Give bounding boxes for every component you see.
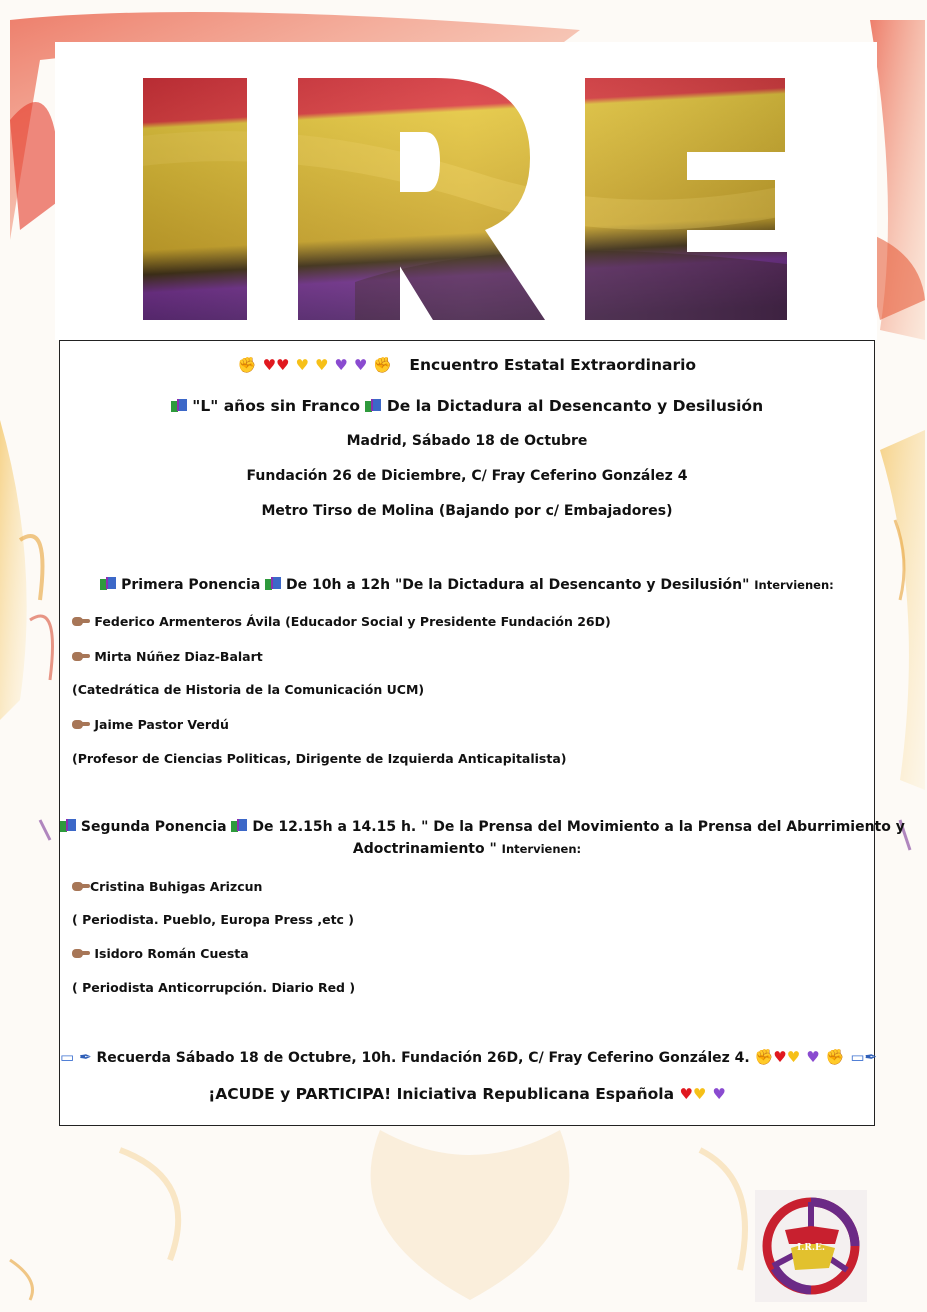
panel1-label: Primera Ponencia: [121, 577, 261, 593]
raised-fist-icon: ✊: [237, 356, 257, 374]
ire-logo: [55, 42, 877, 340]
panel1-speaker2: Mirta Núñez Diaz-Balart: [94, 649, 263, 664]
purple-heart-icon: ♥: [712, 1085, 726, 1103]
red-heart-icon: ♥: [679, 1085, 693, 1103]
panel2-speaker1-role: ( Periodista. Pueblo, Europa Press ,etc ): [72, 912, 355, 927]
panel1-header: [60, 577, 874, 593]
purple-heart-icon: ♥: [353, 356, 368, 374]
panel2-schedule-line1: De 12.15h a 14.15 h. " De la Prensa del Movimiento a la Prensa del Aburrimiento y: [252, 819, 905, 835]
panel2-speakers-label: Intervienen:: [501, 842, 582, 856]
panel2-schedule-line2: Adoctrinamiento ": [352, 841, 497, 857]
yellow-heart-icon: ♥: [692, 1085, 707, 1103]
pen-icon: ✒: [864, 1048, 878, 1066]
panel2-label: Segunda Ponencia: [80, 819, 227, 835]
open-book-icon: ▭: [850, 1048, 865, 1066]
books-icon: [231, 819, 247, 833]
panel1-speaker3: Jaime Pastor Verdú: [94, 717, 229, 732]
event-date: Madrid, Sábado 18 de Octubre: [346, 433, 588, 449]
closing-line: [60, 1085, 874, 1103]
event-title: Encuentro Estatal Extraordinario: [409, 356, 697, 374]
purple-heart-icon: ♥: [334, 356, 348, 374]
panel1-schedule: De 10h a 12h "De la Dictadura al Desencanto y Desilusión": [286, 577, 750, 593]
books-icon: [60, 819, 76, 833]
raised-fist-icon: ✊: [754, 1048, 774, 1066]
event-poster: [59, 340, 905, 1126]
logo-banner: [55, 42, 877, 340]
yellow-heart-icon: ♥: [295, 356, 309, 374]
pointing-hand-icon: [72, 718, 90, 730]
pointing-hand-icon: [72, 880, 90, 892]
panel1-speaker1-row: [72, 614, 611, 629]
seal-text: I.R.E.: [797, 1243, 825, 1253]
red-heart-icon: ♥: [773, 1048, 787, 1066]
event-venue: Fundación 26 de Diciembre, C/ Fray Ceferino González 4: [246, 468, 688, 484]
pen-icon: ✒: [79, 1048, 92, 1066]
purple-heart-icon: ♥: [806, 1048, 820, 1066]
ire-seal-logo: [755, 1190, 867, 1302]
closing-text: ¡ACUDE y PARTICIPA! Iniciativa Republicana Española: [208, 1085, 675, 1103]
panel1-speaker2-row: [72, 649, 263, 664]
panel2-speaker2: Isidoro Román Cuesta: [94, 946, 249, 961]
open-book-icon: ▭: [60, 1048, 75, 1066]
panel2-header: [60, 819, 905, 835]
books-icon: [365, 399, 381, 413]
red-heart-icon: ♥♥: [262, 356, 290, 374]
books-icon: [171, 399, 187, 413]
subtitle-quote: "L" años sin Franco: [192, 397, 361, 415]
panel1-speaker1: Federico Armenteros Ávila (Educador Social y Presidente Fundación 26D): [94, 614, 611, 629]
title-line: [60, 356, 874, 374]
reminder-text: Recuerda Sábado 18 de Octubre, 10h. Fundación 26D, C/ Fray Ceferino González 4.: [96, 1050, 750, 1066]
subtitle-theme: De la Dictadura al Desencanto y Desilusión: [386, 397, 764, 415]
panel2-speaker2-row: [72, 946, 249, 961]
pointing-hand-icon: [72, 650, 90, 662]
raised-fist-icon: ✊: [825, 1048, 845, 1066]
panel1-speakers-label: Intervienen:: [754, 578, 834, 592]
panel1-speaker3-role: (Profesor de Ciencias Politicas, Dirigente de Izquierda Anticapitalista): [72, 751, 567, 766]
reminder-line: [60, 1048, 878, 1066]
panel2-speaker2-role: ( Periodista Anticorrupción. Diario Red ): [72, 980, 356, 995]
yellow-heart-icon: ♥: [786, 1048, 801, 1066]
pointing-hand-icon: [72, 615, 90, 627]
panel2-speaker1: Cristina Buhigas Arizcun: [90, 879, 263, 894]
pointing-hand-icon: [72, 947, 90, 959]
panel2-speaker1-row: [72, 879, 262, 894]
yellow-heart-icon: ♥: [314, 356, 329, 374]
panel1-speaker3-row: [72, 717, 229, 732]
books-icon: [100, 577, 116, 591]
subtitle-line: [60, 397, 874, 415]
panel2-header-cont: [60, 841, 874, 857]
event-metro: Metro Tirso de Molina (Bajando por c/ Embajadores): [261, 503, 673, 519]
raised-fist-icon: ✊: [373, 356, 393, 374]
panel1-speaker2-role: (Catedrática de Historia de la Comunicación UCM): [72, 682, 425, 697]
books-icon: [265, 577, 281, 591]
